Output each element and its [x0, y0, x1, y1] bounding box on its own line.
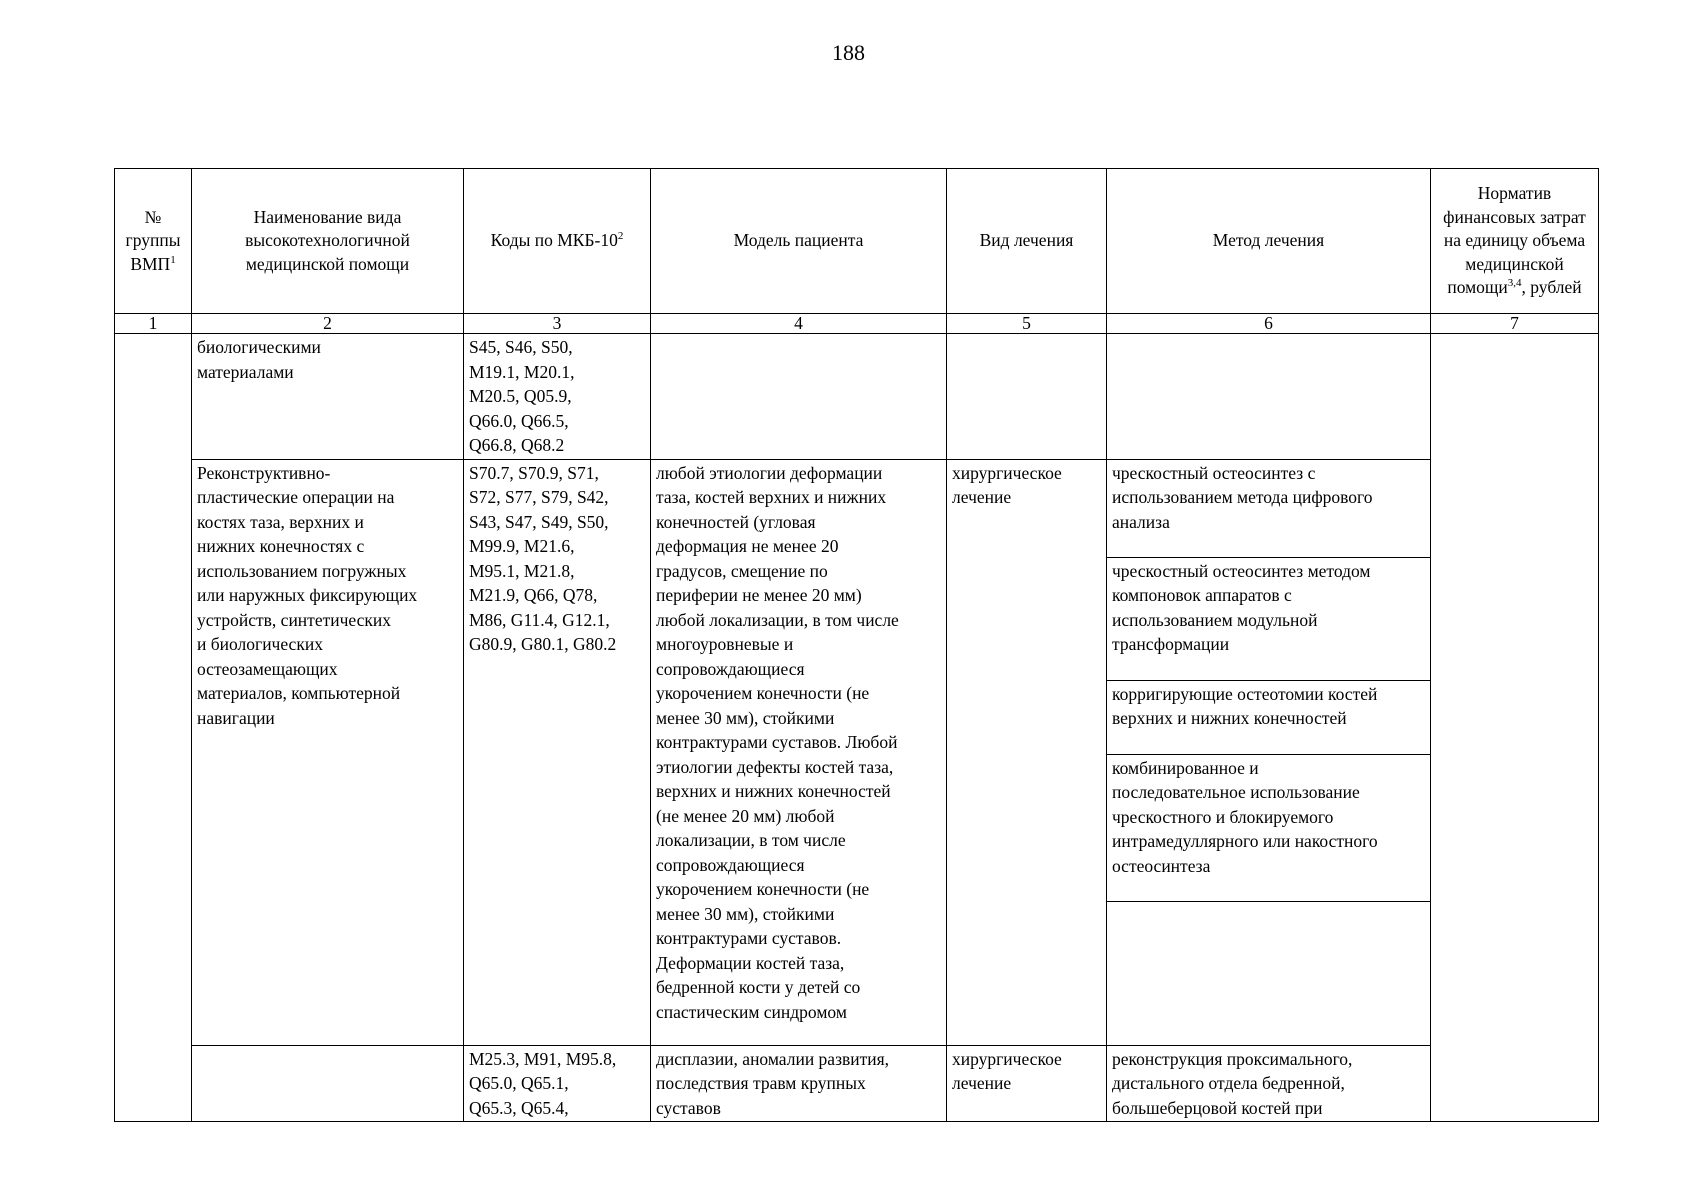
column-number: 5 [947, 314, 1107, 334]
treatment-method-cell: чрескостный остеосинтез методом компоновок аппаратов с использованием модульной трансформации [1107, 557, 1431, 680]
treatment-method-cell-continued [1107, 901, 1431, 1045]
treatment-type-cell: хирургическое лечение [947, 459, 1107, 1045]
column-number: 7 [1431, 314, 1599, 334]
treatment-method-cell: комбинированное и последовательное использование чрескостного и блокируемого интрамедуллярного или накостного остеосинтеза [1107, 754, 1431, 901]
header-patient-model: Модель пациента [651, 169, 947, 314]
treatment-method-cell [1107, 334, 1431, 460]
patient-model-cell: любой этиологии деформации таза, костей верхних и нижних конечностей (угловая деформация не менее 20 градусов, смещение по периферии не менее 20 мм) любой локализации, в том числе многоуровневые и сопровождающиеся укорочением конечности (не менее 30 мм), стойкими контрактурами суставов. Любой этиологии дефекты костей таза, верхних и нижних конечностей (не менее 20 мм) любой локализации, в том числе сопровождающиеся укорочением конечности (не менее 30 мм), стойкими контрактурами суставов. Деформации костей таза, бедренной кости у детей со спастическим синдромом [651, 459, 947, 1045]
care-type-cell: Реконструктивно- пластические операции на костях таза, верхних и нижних конечностях с использованием погружных или наружных фиксирующих устройств, синтетических и биологических остеозамещающих материалов, компьютерной навигации [192, 459, 464, 1045]
header-treatment-type: Вид лечения [947, 169, 1107, 314]
icd-codes-cell: S70.7, S70.9, S71, S72, S77, S79, S42, S43, S47, S49, S50, M99.9, M21.6, M95.1, M21.8, M21.9, Q66, Q78, M86, G11.4, G12.1, G80.9, G80.1, G80.2 [464, 459, 651, 1045]
column-number: 4 [651, 314, 947, 334]
vmp-table [114, 168, 1599, 1122]
patient-model-cell: дисплазии, аномалии развития, последствия травм крупных суставов [651, 1045, 947, 1122]
table-header-row [115, 169, 1599, 314]
treatment-method-cell: реконструкция проксимального, дистального отдела бедренной, большеберцовой костей при [1107, 1045, 1431, 1122]
patient-model-cell [651, 334, 947, 460]
header-treatment-method: Метод лечения [1107, 169, 1431, 314]
header-care-type: Наименование вида высокотехнологичной медицинской помощи [192, 169, 464, 314]
table-row [115, 334, 1599, 460]
icd-codes-cell: M25.3, M91, M95.8, Q65.0, Q65.1, Q65.3, Q65.4, [464, 1045, 651, 1122]
column-number: 3 [464, 314, 651, 334]
header-cost-standard: Норматив финансовых затрат на единицу объема медицинской помощи$^{3,4}$, рублей [1431, 169, 1599, 314]
column-number: 2 [192, 314, 464, 334]
column-number: 6 [1107, 314, 1431, 334]
column-number-row [115, 314, 1599, 334]
care-type-cell: биологическими материалами [192, 334, 464, 460]
table-row [115, 459, 1599, 557]
page-number: 188 [832, 40, 865, 65]
treatment-type-cell [947, 334, 1107, 460]
table-row [115, 1045, 1599, 1122]
group-number-cell [115, 334, 192, 1122]
header-group-number: № группы ВМП$^1$ [115, 169, 192, 314]
column-number: 1 [115, 314, 192, 334]
header-icd-codes: Коды по МКБ-$10^2$ [464, 169, 651, 314]
care-type-cell [192, 1045, 464, 1122]
treatment-method-cell: корригирующие остеотомии костей верхних и нижних конечностей [1107, 680, 1431, 754]
treatment-method-cell: чрескостный остеосинтез с использованием метода цифрового анализа [1107, 459, 1431, 557]
cost-standard-cell [1431, 334, 1599, 1122]
icd-codes-cell: S45, S46, S50, M19.1, M20.1, M20.5, Q05.9, Q66.0, Q66.5, Q66.8, Q68.2 [464, 334, 651, 460]
treatment-type-cell: хирургическое лечение [947, 1045, 1107, 1122]
